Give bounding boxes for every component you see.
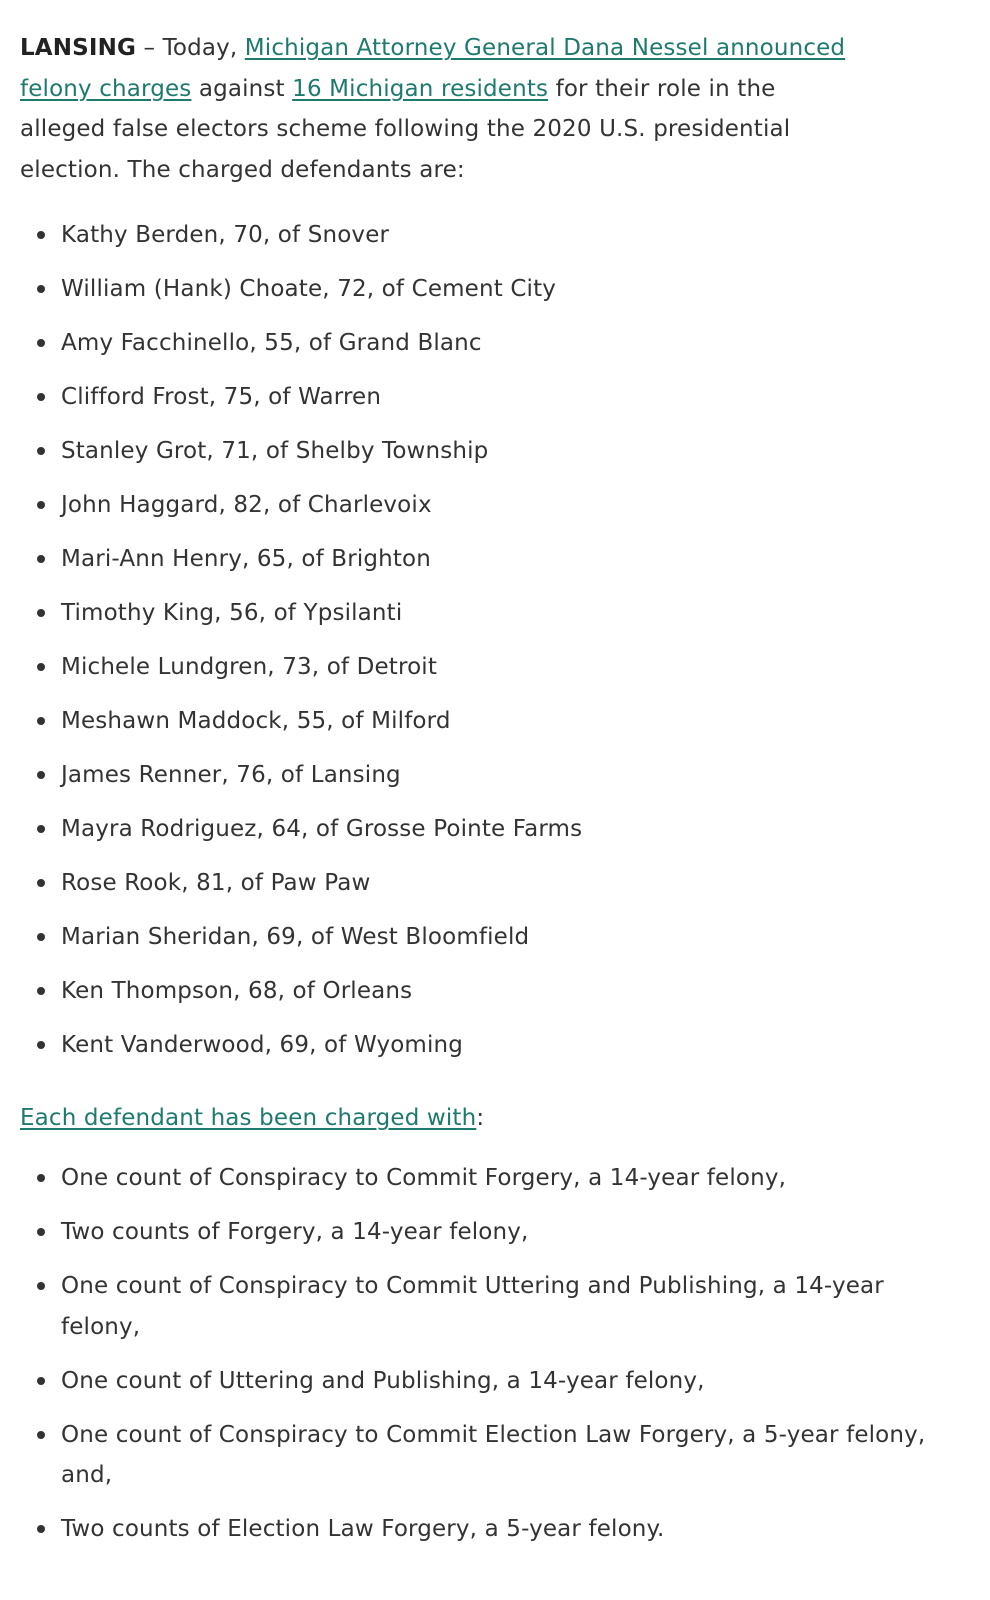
charge-item: One count of Conspiracy to Commit Uttering and Publishing, a 14-year felony, xyxy=(20,1266,970,1347)
intro-line-2 xyxy=(20,69,970,110)
charges-link[interactable]: Each defendant has been charged with xyxy=(20,1105,477,1131)
michigan-residents-link[interactable]: 16 Michigan residents xyxy=(292,75,549,102)
defendant-item: Amy Facchinello, 55, of Grand Blanc xyxy=(20,322,970,376)
defendant-item: Rose Rook, 81, of Paw Paw xyxy=(20,862,970,916)
felony-charges-link[interactable]: felony charges xyxy=(20,75,192,102)
defendant-item: James Renner, 76, of Lansing xyxy=(20,754,970,808)
charge-item: Two counts of Election Law Forgery, a 5-year felony. xyxy=(20,1509,970,1550)
intro-text-against: against xyxy=(191,75,293,102)
dateline: LANSING xyxy=(20,35,137,61)
intro-text-lead: – Today, xyxy=(136,35,245,61)
defendant-item: Mari-Ann Henry, 65, of Brighton xyxy=(20,538,970,592)
defendant-item: John Haggard, 82, of Charlevoix xyxy=(20,484,970,538)
charge-item: One count of Uttering and Publishing, a 14-year felony, xyxy=(20,1361,970,1402)
charge-item: Two counts of Forgery, a 14-year felony, xyxy=(20,1212,970,1253)
defendant-item: Mayra Rodriguez, 64, of Grosse Pointe Farms xyxy=(20,808,970,862)
defendant-item: Timothy King, 56, of Ypsilanti xyxy=(20,592,970,646)
nessel-announcement-link[interactable]: Michigan Attorney General Dana Nessel announced xyxy=(244,35,846,61)
intro-line-1 xyxy=(20,28,970,69)
defendant-item: Marian Sheridan, 69, of West Bloomfield xyxy=(20,916,970,970)
charges-heading-colon: : xyxy=(476,1105,485,1131)
intro-line-4: election. The charged defendants are: xyxy=(20,156,465,183)
defendant-item: Clifford Frost, 75, of Warren xyxy=(20,376,970,430)
charges-list xyxy=(20,1158,970,1550)
defendant-item: Stanley Grot, 71, of Shelby Township xyxy=(20,430,970,484)
intro-text-role: for their role in the xyxy=(548,75,776,102)
defendant-item: William (Hank) Choate, 72, of Cement City xyxy=(20,268,970,322)
charges-heading xyxy=(20,1098,970,1138)
defendants-list xyxy=(20,214,970,1078)
intro-paragraph xyxy=(20,28,970,190)
defendant-item: Michele Lundgren, 73, of Detroit xyxy=(20,646,970,700)
charge-item: One count of Conspiracy to Commit Forgery, a 14-year felony, xyxy=(20,1158,970,1199)
defendant-item: Ken Thompson, 68, of Orleans xyxy=(20,970,970,1024)
defendant-item: Kent Vanderwood, 69, of Wyoming xyxy=(20,1024,970,1078)
charge-item: One count of Conspiracy to Commit Election Law Forgery, a 5-year felony, and, xyxy=(20,1415,970,1496)
intro-line-3: alleged false electors scheme following the 2020 U.S. presidential xyxy=(20,116,791,142)
defendant-item: Meshawn Maddock, 55, of Milford xyxy=(20,700,970,754)
defendant-item: Kathy Berden, 70, of Snover xyxy=(20,214,970,268)
article-body xyxy=(20,28,970,1563)
